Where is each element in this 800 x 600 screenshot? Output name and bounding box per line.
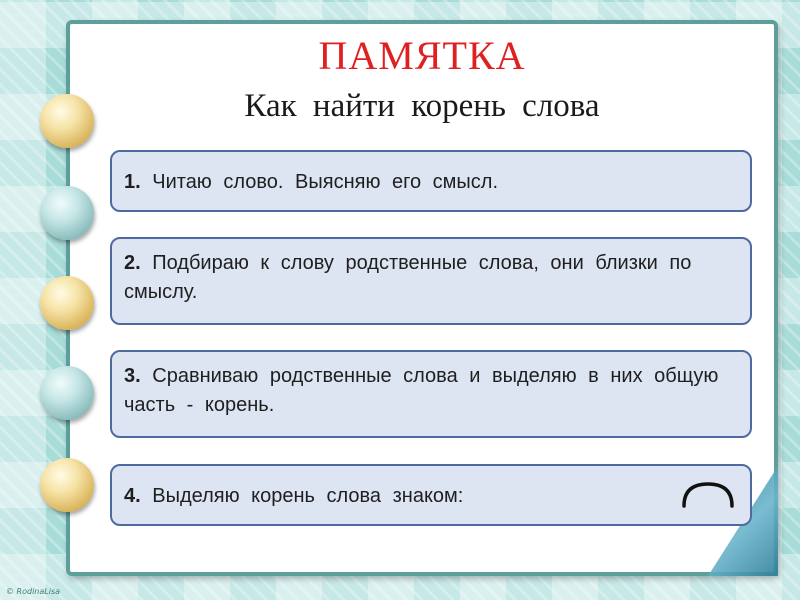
step-number: 3. (124, 365, 141, 387)
step-number: 4. (124, 485, 141, 507)
step-1 (110, 150, 752, 212)
step-text: Читаю слово. Выясняю его смысл. (152, 171, 499, 193)
credit-text: © RodinaLisa (6, 587, 61, 596)
binder-ring-icon (40, 458, 94, 512)
memo-subtitle: Как найти корень слова (244, 88, 600, 124)
binder-ring-icon (40, 186, 94, 240)
step-text: Выделяю корень слова знаком: (152, 485, 464, 507)
step-text: Сравниваю родственные слова и выделяю в них общую часть - корень. (124, 365, 719, 416)
step-number: 2. (124, 252, 141, 274)
root-arc-icon (680, 480, 736, 508)
binder-ring-icon (40, 366, 94, 420)
memo-title: ПАМЯТКА (318, 33, 526, 78)
step-number: 1. (124, 171, 141, 193)
step-3 (110, 350, 752, 438)
step-2 (110, 237, 752, 325)
step-text: Подбираю к слову родственные слова, они близки по смыслу. (124, 252, 692, 303)
step-4 (110, 464, 752, 526)
binder-ring-icon (40, 276, 94, 330)
